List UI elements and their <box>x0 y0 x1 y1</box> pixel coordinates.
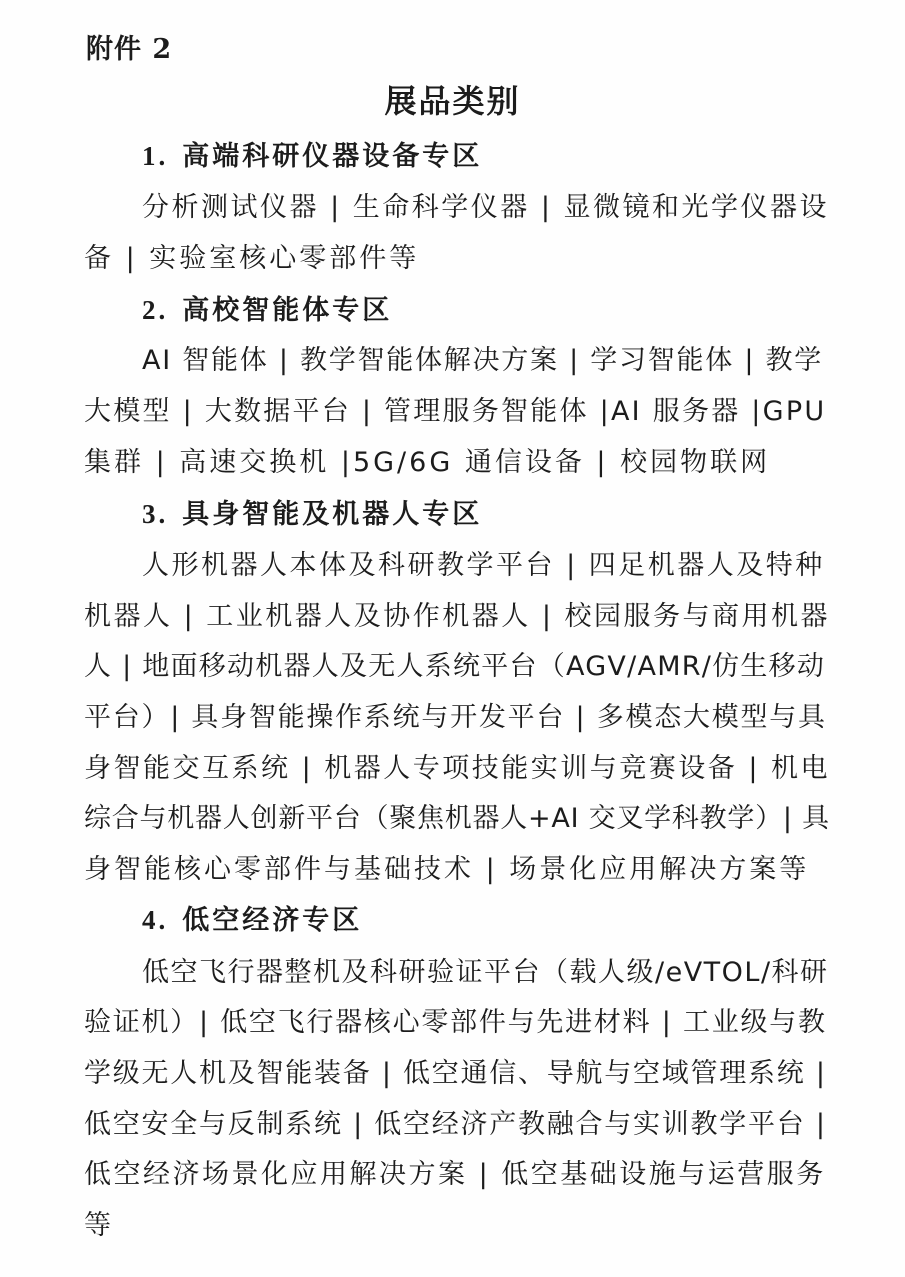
section-title: 低空经济专区 <box>182 905 363 936</box>
section-4-line-1: 低空飞行器整机及科研验证平台（载人级/eVTOL/科研 <box>142 957 829 988</box>
section-2-line-1: AI 智能体 | 教学智能体解决方案 | 学习智能体 | 教学 <box>142 345 824 376</box>
section-title: 具身智能及机器人专区 <box>182 499 483 530</box>
page-title: 展品类别 <box>384 82 521 120</box>
section-4-line-5: 低空经济场景化应用解决方案 | 低空基础设施与运营服务 <box>84 1159 826 1190</box>
section-3-line-5: 身智能交互系统 | 机器人专项技能实训与竞赛设备 | 机电 <box>84 753 831 784</box>
section-2-line-3: 集群 | 高速交换机 |5G/6G 通信设备 | 校园物联网 <box>84 447 771 478</box>
section-4-line-3: 学级无人机及智能装备 | 低空通信、导航与空域管理系统 | <box>84 1058 827 1089</box>
section-number: 3. <box>142 499 169 529</box>
section-number: 4. <box>142 905 169 935</box>
section-4-line-4: 低空安全与反制系统 | 低空经济产教融合与实训教学平台 | <box>84 1109 827 1140</box>
section-3-heading <box>142 494 482 535</box>
section-3-line-4: 平台）| 具身智能操作系统与开发平台 | 多模态大模型与具 <box>84 702 827 733</box>
section-4-heading <box>142 900 362 941</box>
section-number: 1. <box>142 141 169 171</box>
section-2-line-2: 大模型 | 大数据平台 | 管理服务智能体 |AI 服务器 |GPU <box>84 396 827 427</box>
section-number: 2. <box>142 295 169 325</box>
section-3-line-1: 人形机器人本体及科研教学平台 | 四足机器人及特种 <box>142 550 825 581</box>
section-3-line-7: 身智能核心零部件与基础技术 | 场景化应用解决方案等 <box>84 854 810 885</box>
section-1-heading <box>142 136 482 177</box>
section-2-heading <box>142 290 392 331</box>
section-3-line-2: 机器人 | 工业机器人及协作机器人 | 校园服务与商用机器 <box>84 601 831 632</box>
section-title: 高端科研仪器设备专区 <box>182 141 483 172</box>
section-1-line-2: 备 | 实验室核心零部件等 <box>84 243 420 274</box>
section-title: 高校智能体专区 <box>182 295 393 326</box>
section-3-line-3: 人 | 地面移动机器人及无人系统平台（AGV/AMR/仿生移动 <box>84 651 826 682</box>
section-3-line-6: 综合与机器人创新平台（聚焦机器人+AI 交叉学科教学）| 具 <box>84 803 830 834</box>
section-4-line-6: 等 <box>84 1210 114 1241</box>
section-1-line-1: 分析测试仪器 | 生命科学仪器 | 显微镜和光学仪器设 <box>142 192 830 223</box>
section-4-line-2: 验证机）| 低空飞行器核心零部件与先进材料 | 工业级与教 <box>84 1007 827 1038</box>
attachment-label: 附件 2 <box>86 34 173 65</box>
